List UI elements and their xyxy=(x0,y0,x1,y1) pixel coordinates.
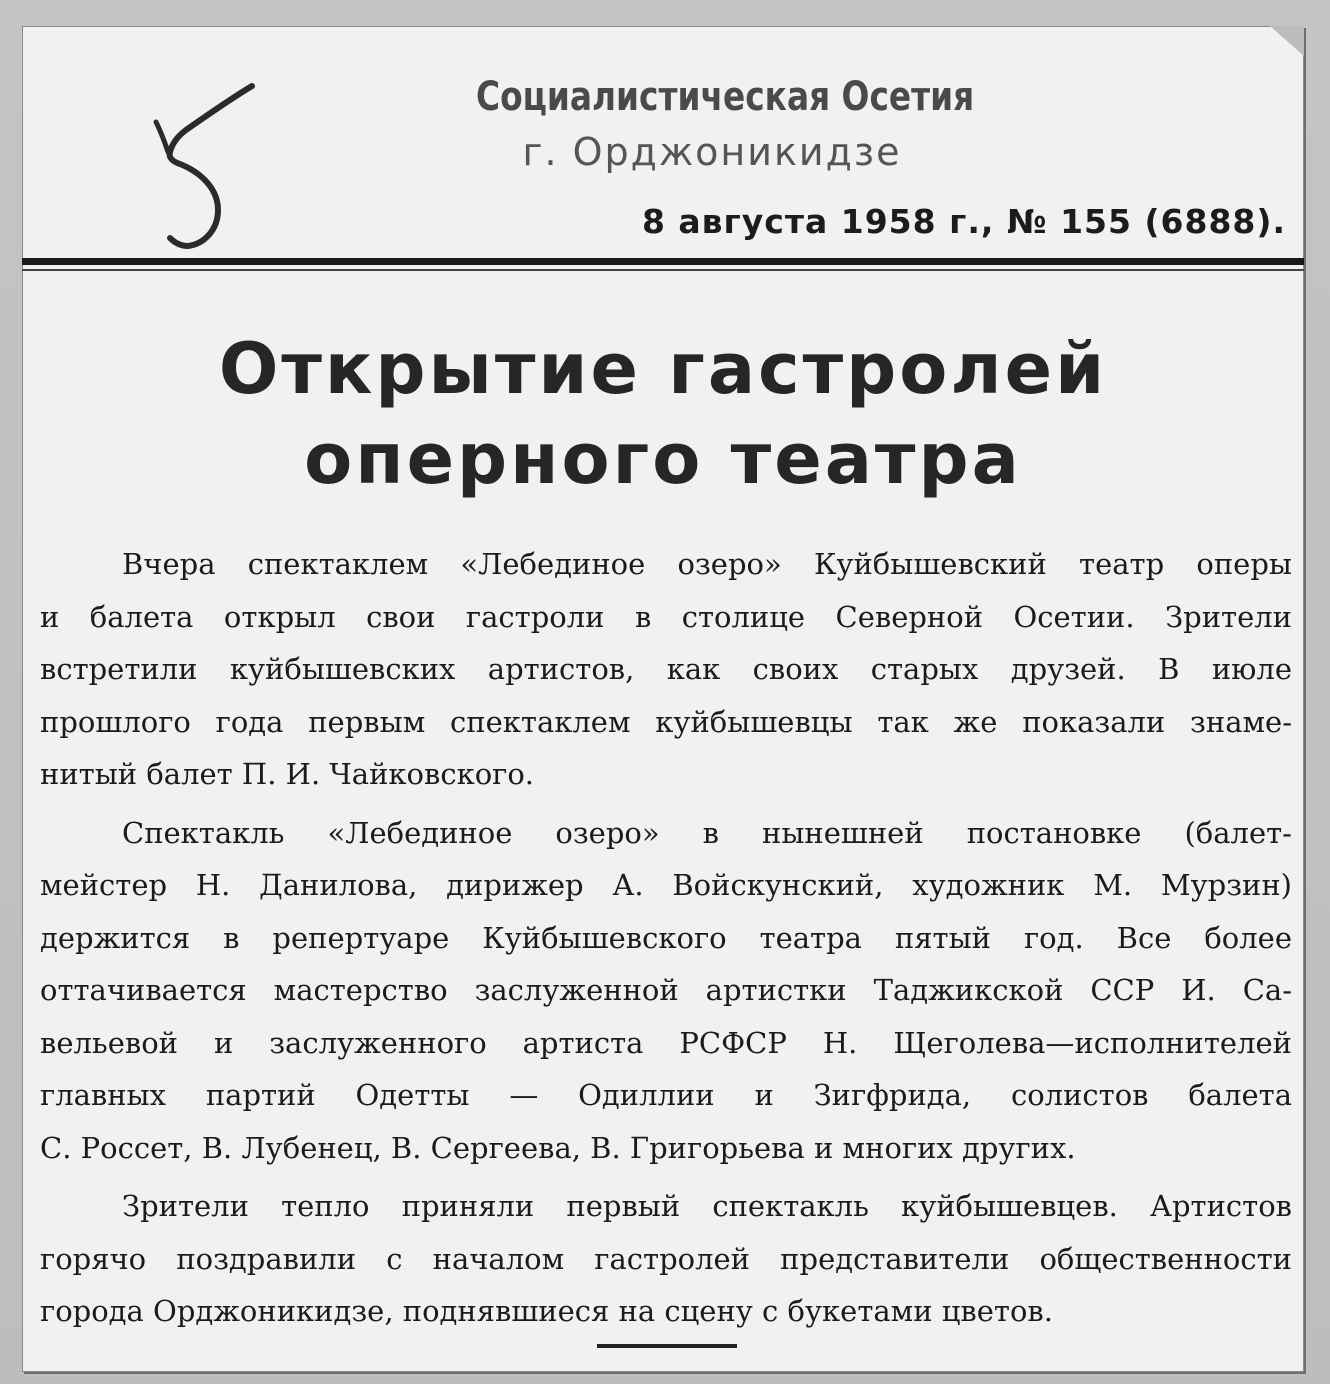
headline-line-2: оперного театра xyxy=(304,418,1022,500)
text-line: встретили куйбышевских артистов, как своих старых друзей. В июле xyxy=(40,652,1292,686)
text-line: нитый балет П. И. Чайковского. xyxy=(40,757,535,791)
article-body xyxy=(40,538,1292,1344)
torn-corner xyxy=(1270,26,1304,56)
masthead-rule-thin xyxy=(22,269,1304,271)
city-line: г. Орджоникидзе xyxy=(522,130,902,174)
text-line: горячо поздравили с началом гастролей представители общественности xyxy=(40,1241,1292,1276)
text-line: держится в репертуаре Куйбышевского театра пятый год. Все более xyxy=(40,920,1292,955)
text-line: оттачивается мастерство заслуженной артистки Таджикской ССР И. Са- xyxy=(40,973,1292,1007)
article-headline xyxy=(22,324,1304,504)
article-end-rule xyxy=(597,1344,737,1348)
paragraph-2 xyxy=(40,807,1292,1175)
handwritten-number-mark xyxy=(140,78,270,258)
newspaper-title: Социалистическая Осетия xyxy=(476,74,975,120)
text-line: Зрители тепло приняли первый спектакль куйбышевцев. Артистов xyxy=(122,1189,1292,1223)
text-line: С. Россет, В. Лубенец, В. Сергеева, В. Григорьева и многих других. xyxy=(40,1130,1076,1165)
text-line: и балета открыл свои гастроли в столице Северной Осетии. Зрители xyxy=(40,599,1292,634)
text-line: мейстер Н. Данилова, дирижер А. Войскунский, художник М. Мурзин) xyxy=(40,868,1292,902)
issue-date-number: 8 августа 1958 г., № 155 (6888). xyxy=(641,202,1286,241)
text-line: города Орджоникидзе, поднявшиеся на сцену с букетами цветов. xyxy=(40,1294,1053,1328)
text-line: Спектакль «Лебединое озеро» в нынешней постановке (балет- xyxy=(122,815,1292,850)
headline-line-1: Открытие гастролей xyxy=(218,328,1108,410)
paragraph-3 xyxy=(40,1180,1292,1338)
text-line: Вчера спектаклем «Лебединое озеро» Куйбышевский театр оперы xyxy=(122,547,1292,581)
text-line: прошлого года первым спектаклем куйбышевцы так же показали знаме- xyxy=(40,704,1292,739)
paragraph-1 xyxy=(40,538,1292,801)
text-line: вельевой и заслуженного артиста РСФСР Н. Щеголева—исполнителей xyxy=(40,1025,1292,1060)
text-line: главных партий Одетты — Одиллии и Зигфрида, солистов балета xyxy=(40,1078,1292,1112)
newspaper-clipping xyxy=(22,26,1304,1372)
masthead-rule-thick xyxy=(22,258,1304,265)
